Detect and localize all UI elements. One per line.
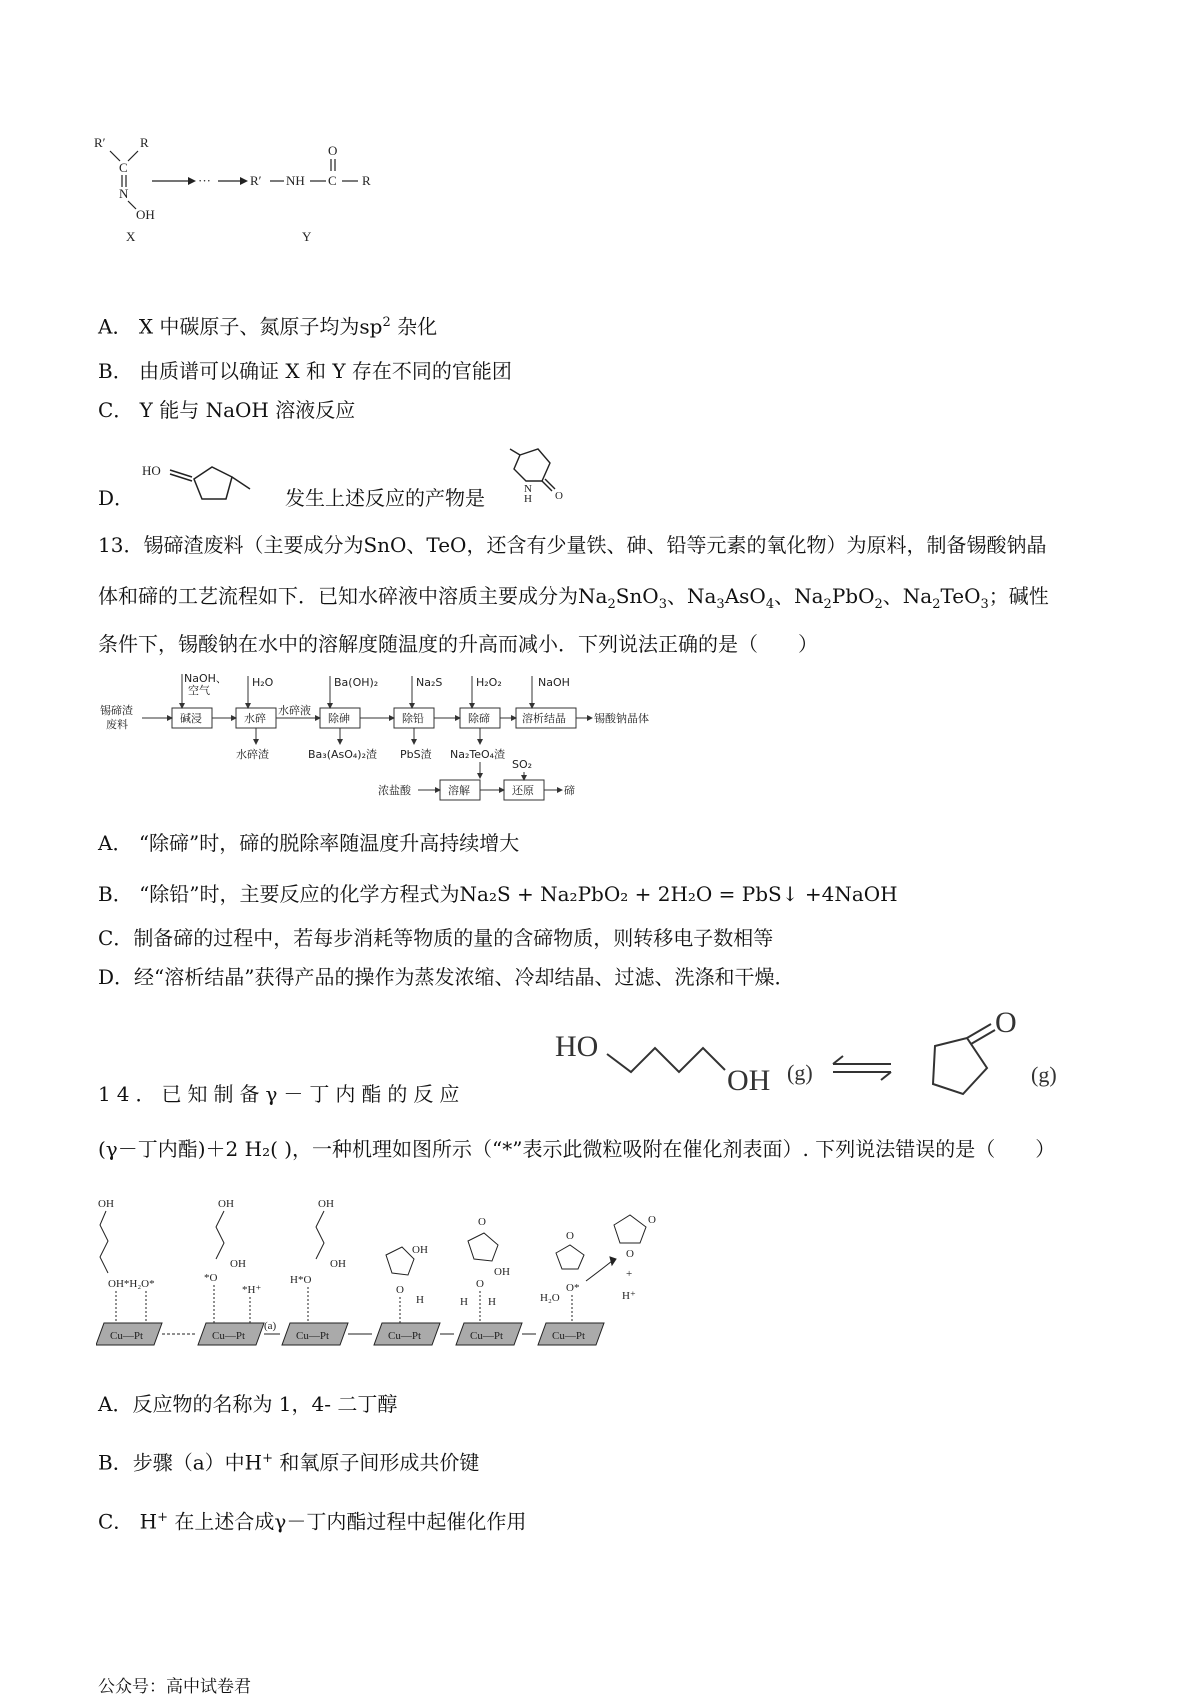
svg-text:OH: OH [218, 1198, 234, 1210]
footer-source: 公众号：高中试卷君 [98, 1677, 251, 1697]
svg-text:PbS渣: PbS渣 [400, 748, 432, 761]
svg-text:X: X [126, 229, 136, 244]
svg-text:空气: 空气 [188, 684, 210, 697]
svg-text:NaOH: NaOH [538, 676, 570, 689]
svg-text:Ba(OH)₂: Ba(OH)₂ [334, 676, 379, 689]
svg-text:除铅: 除铅 [402, 712, 424, 725]
cyclopentanone-oxime-structure [140, 455, 285, 515]
svg-text:*O: *O [204, 1272, 218, 1284]
svg-text:OH: OH [98, 1198, 114, 1210]
q12-option-d: D． [98, 486, 135, 510]
svg-text:HO: HO [142, 463, 161, 478]
q13-option-c: C．制备碲的过程中，若每步消耗等物质的量的含碲物质，则转移电子数相等 [98, 926, 774, 950]
svg-text:O: O [555, 490, 563, 502]
svg-text:R′: R′ [250, 173, 262, 188]
svg-text:废料: 废料 [106, 718, 128, 731]
svg-text:*H⁺: *H⁺ [242, 1284, 262, 1296]
q13-stem-line1: 13．锡碲渣废料（主要成分为SnO、TeO，还含有少量铁、砷、铅等元素的氧化物）为原料，制备锡酸钠晶 [98, 533, 1047, 557]
svg-text:O: O [478, 1216, 486, 1228]
svg-text:···: ··· [198, 173, 211, 188]
svg-text:H: H [488, 1296, 496, 1308]
lactam-product-structure [500, 445, 565, 505]
svg-text:Cu—Pt: Cu—Pt [470, 1330, 504, 1342]
q14-option-a: A．反应物的名称为 1，4- 二丁醇 [98, 1392, 398, 1416]
svg-text:OH: OH [330, 1258, 346, 1270]
svg-text:HO: HO [555, 1030, 599, 1063]
svg-text:(g): (g) [787, 1060, 813, 1085]
svg-text:碱浸: 碱浸 [180, 712, 202, 725]
q14-stem-line2: (γ－丁内酯)＋2 H₂( )，一种机理如图所示（“*”表示此微粒吸附在催化剂表面）. 下列说法错误的是（ ） [98, 1137, 1056, 1161]
svg-text:NH: NH [286, 173, 305, 188]
svg-text:Cu—Pt: Cu—Pt [212, 1330, 246, 1342]
svg-text:O*: O* [566, 1282, 580, 1294]
svg-text:H: H [524, 493, 532, 505]
svg-text:O: O [328, 143, 338, 158]
svg-text:Cu—Pt: Cu—Pt [296, 1330, 330, 1342]
svg-text:O: O [476, 1278, 484, 1290]
svg-text:溶析结晶: 溶析结晶 [522, 712, 566, 725]
svg-text:Y: Y [302, 229, 312, 244]
svg-text:除碲: 除碲 [468, 712, 490, 725]
butyrolactone-reaction-equation [555, 1010, 1115, 1110]
svg-text:Ba₃(AsO₄)₂渣: Ba₃(AsO₄)₂渣 [308, 748, 378, 761]
svg-text:H₂O₂: H₂O₂ [476, 676, 502, 689]
q14-option-b: B．步骤（a）中H+ 和氧原子间形成共价键 [98, 1450, 480, 1475]
svg-text:溶解: 溶解 [448, 784, 470, 797]
svg-text:锡碲渣: 锡碲渣 [100, 704, 133, 717]
q13-option-d: D．经“溶析结晶”获得产品的操作为蒸发浓缩、冷却结晶、过滤、洗涤和干燥． [98, 965, 795, 989]
svg-text:(a): (a) [264, 1320, 277, 1332]
q13-option-b: B． “除铅”时，主要反应的化学方程式为Na₂S + Na₂PbO₂ + 2H₂O = PbS↓ +4NaOH [98, 882, 898, 906]
svg-text:Na₂TeO₄渣: Na₂TeO₄渣 [450, 748, 506, 761]
svg-text:H*O: H*O [290, 1274, 312, 1286]
q14-stem-line1: 14．已知制备γ－丁内酯的反应 [98, 1082, 466, 1106]
svg-text:Cu—Pt: Cu—Pt [388, 1330, 422, 1342]
svg-text:除砷: 除砷 [328, 712, 350, 725]
svg-text:H: H [416, 1294, 424, 1306]
svg-text:R′: R′ [94, 135, 106, 150]
svg-text:还原: 还原 [512, 784, 534, 797]
svg-text:Cu—Pt: Cu—Pt [552, 1330, 586, 1342]
svg-text:水碎渣: 水碎渣 [236, 748, 269, 761]
q12-option-b: B． 由质谱可以确证 X 和 Y 存在不同的官能团 [98, 359, 512, 383]
svg-text:OH: OH [412, 1244, 428, 1256]
svg-text:C: C [328, 173, 337, 188]
svg-text:R: R [362, 173, 371, 188]
svg-text:NaOH、: NaOH、 [184, 672, 227, 685]
catalytic-mechanism-figure [96, 1195, 696, 1355]
q12-option-c: C． Y 能与 NaOH 溶液反应 [98, 398, 356, 422]
svg-text:碲: 碲 [564, 784, 575, 797]
q12-d-text: 发生上述反应的产物是 [285, 486, 485, 510]
svg-text:N: N [524, 483, 532, 495]
svg-text:水碎液: 水碎液 [278, 704, 311, 717]
svg-text:O: O [566, 1230, 574, 1242]
svg-text:浓盐酸: 浓盐酸 [378, 784, 411, 797]
svg-text:Na₂S: Na₂S [416, 676, 443, 689]
svg-text:OH: OH [727, 1064, 771, 1097]
q12-option-a: A． X 中碳原子、氮原子均为$sp^2$ 杂化 [98, 314, 438, 339]
svg-text:O: O [626, 1248, 634, 1260]
oxime-rearrangement-figure [90, 135, 390, 250]
process-flow-chart [100, 672, 700, 812]
q13-option-a: A． “除碲”时，碲的脱除率随温度升高持续增大 [98, 831, 520, 855]
svg-text:H: H [460, 1296, 468, 1308]
svg-text:+: + [626, 1268, 633, 1280]
svg-text:锡酸钠晶体: 锡酸钠晶体 [594, 712, 649, 725]
svg-text:H⁺: H⁺ [622, 1290, 636, 1302]
svg-text:水碎: 水碎 [244, 712, 266, 725]
svg-text:O: O [396, 1284, 404, 1296]
svg-text:OH: OH [318, 1198, 334, 1210]
svg-text:N: N [119, 186, 129, 201]
q13-stem-line3: 条件下，锡酸钠在水中的溶解度随温度的升高而减小．下列说法正确的是（ ） [98, 632, 818, 656]
svg-text:C: C [119, 160, 128, 175]
svg-text:OH: OH [136, 207, 155, 222]
svg-text:H₂O: H₂O [540, 1292, 560, 1304]
svg-text:Cu—Pt: Cu—Pt [110, 1330, 144, 1342]
q13-stem-line2: 体和碲的工艺流程如下．已知水碎液中溶质主要成分为$Na_2SnO_3$、$Na_3AsO_4$、$Na_2PbO_2$、$Na_2TeO_3$；碱性 [98, 584, 1049, 612]
svg-text:OH*H₂O*: OH*H₂O* [108, 1278, 155, 1290]
svg-text:SO₂: SO₂ [512, 758, 533, 771]
svg-text:R: R [140, 135, 149, 150]
svg-text:(g): (g) [1031, 1062, 1057, 1087]
svg-text:O: O [995, 1010, 1017, 1039]
svg-text:H₂O: H₂O [252, 676, 274, 689]
svg-text:OH: OH [230, 1258, 246, 1270]
svg-text:OH: OH [494, 1266, 510, 1278]
svg-text:O: O [648, 1214, 656, 1226]
q14-option-c: C． H+ 在上述合成γ－丁内酯过程中起催化作用 [98, 1509, 527, 1534]
